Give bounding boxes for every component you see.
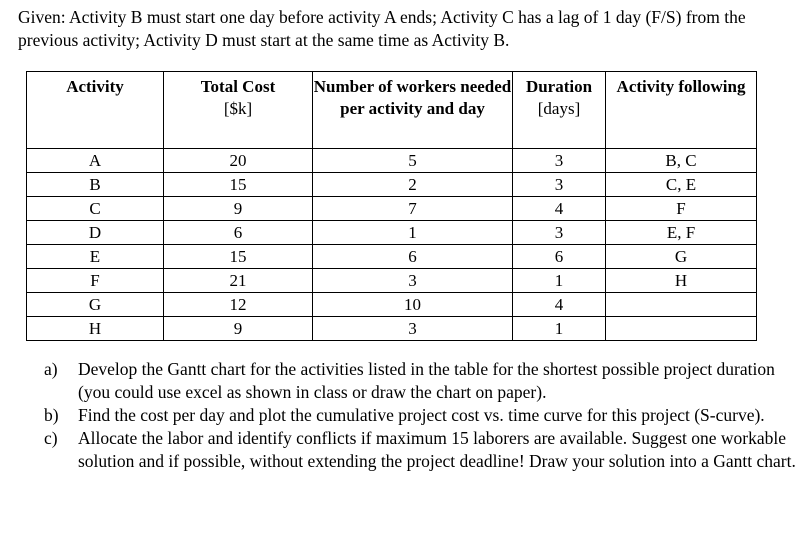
cell-cost: 20 [164, 149, 313, 173]
cell-workers: 6 [313, 245, 513, 269]
cell-cost: 9 [164, 197, 313, 221]
question-text: Find the cost per day and plot the cumulative project cost vs. time curve for this project (S-curve). [78, 405, 765, 425]
cell-activity: D [27, 221, 164, 245]
table-row [27, 221, 757, 245]
cell-duration: 3 [513, 173, 606, 197]
cell-cost: 15 [164, 245, 313, 269]
cell-workers: 5 [313, 149, 513, 173]
cell-cost: 9 [164, 317, 313, 341]
cell-following: C, E [606, 173, 757, 197]
question-item [44, 404, 799, 427]
cell-workers: 2 [313, 173, 513, 197]
header-total-cost: Total Cost [$k] [164, 72, 313, 149]
cell-duration: 3 [513, 149, 606, 173]
cell-workers: 10 [313, 293, 513, 317]
cell-workers: 3 [313, 269, 513, 293]
table-row [27, 317, 757, 341]
question-list [44, 358, 799, 473]
cell-following: H [606, 269, 757, 293]
cell-activity: F [27, 269, 164, 293]
cell-cost: 6 [164, 221, 313, 245]
question-label: a) [44, 359, 58, 379]
cell-activity: A [27, 149, 164, 173]
question-text: Develop the Gantt chart for the activities listed in the table for the shortest possible project duration (you could use excel as shown in class or draw the chart on paper). [78, 359, 775, 402]
table-row [27, 293, 757, 317]
cell-following: E, F [606, 221, 757, 245]
cell-activity: H [27, 317, 164, 341]
cell-activity: B [27, 173, 164, 197]
header-duration: Duration [days] [513, 72, 606, 149]
cell-activity: C [27, 197, 164, 221]
cell-following: G [606, 245, 757, 269]
cell-following: B, C [606, 149, 757, 173]
cell-cost: 21 [164, 269, 313, 293]
header-activity: Activity [27, 72, 164, 149]
table-row [27, 149, 757, 173]
question-item [44, 358, 799, 404]
cell-duration: 3 [513, 221, 606, 245]
cell-duration: 1 [513, 269, 606, 293]
activity-table [26, 71, 757, 341]
table-header-row [27, 72, 757, 149]
cell-following [606, 293, 757, 317]
question-label: c) [44, 428, 58, 448]
cell-duration: 1 [513, 317, 606, 341]
table-row [27, 269, 757, 293]
cell-workers: 3 [313, 317, 513, 341]
header-following: Activity following [606, 72, 757, 149]
table-row [27, 197, 757, 221]
cell-activity: G [27, 293, 164, 317]
cell-workers: 7 [313, 197, 513, 221]
cell-workers: 1 [313, 221, 513, 245]
table-row [27, 173, 757, 197]
question-label: b) [44, 405, 59, 425]
cell-activity: E [27, 245, 164, 269]
header-duration-unit: [days] [537, 99, 581, 118]
cell-cost: 15 [164, 173, 313, 197]
cell-duration: 4 [513, 197, 606, 221]
header-cost-unit: [$k] [223, 99, 253, 118]
cell-following: F [606, 197, 757, 221]
question-item [44, 427, 799, 473]
question-text: Allocate the labor and identify conflicts if maximum 15 laborers are available. Suggest one workable solution and if possible, without extending the project deadline! Draw your solution into a Gantt chart. [78, 428, 796, 471]
cell-duration: 4 [513, 293, 606, 317]
given-statement: Given: Activity B must start one day before activity A ends; Activity C has a lag of 1 day (F/S) from the previous activity; Activity D must start at the same time as Activity B. [18, 7, 746, 50]
header-workers: Number of workers needed per activity and day [313, 72, 513, 149]
table-row [27, 245, 757, 269]
cell-duration: 6 [513, 245, 606, 269]
cell-following [606, 317, 757, 341]
cell-cost: 12 [164, 293, 313, 317]
